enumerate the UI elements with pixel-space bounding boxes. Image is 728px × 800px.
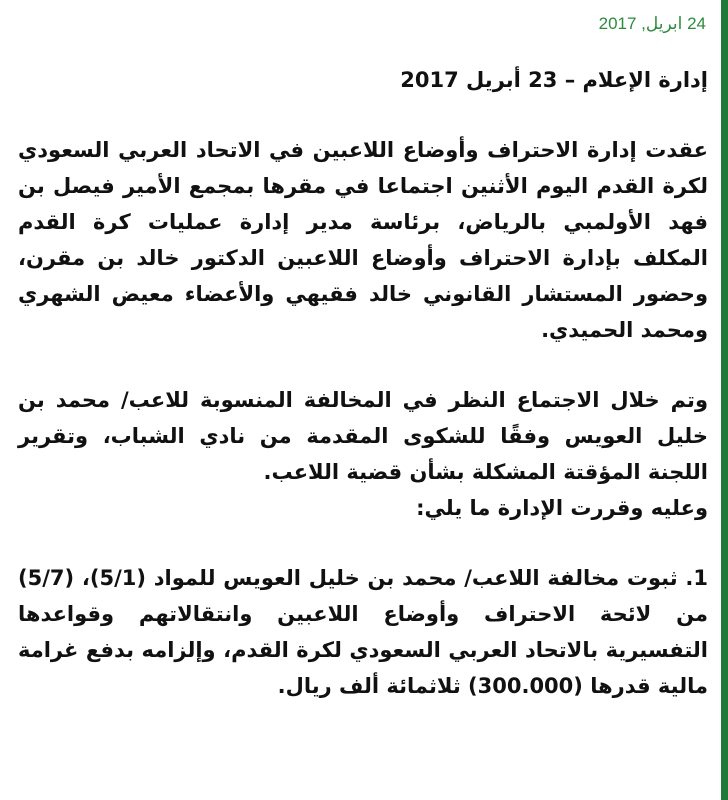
paragraph-decisions-intro: وعليه وقررت الإدارة ما يلي: xyxy=(416,496,708,520)
paragraph-violation-review: وتم خلال الاجتماع النظر في المخالفة المنسوبة للاعب/ محمد بن خليل العويس وفقًا للشكوى المقدمة من نادي الشباب، وتقرير اللجنة المؤقتة المشكلة بشأن قضية اللاعب. xyxy=(18,388,708,484)
paragraph-decision-1: 1. ثبوت مخالفة اللاعب/ محمد بن خليل العويس للمواد (5/1)، (5/7) من لائحة الاحتراف وأوضاع اللاعبين وانتقالاتهم وقواعدها التفسيرية بالاتحاد العربي السعودي لكرة القدم، وإلزامه بدفع غرامة مالية قدرها (300.000) ثلاثمائة ألف ريال. xyxy=(18,566,708,698)
paragraph-meeting: عقدت إدارة الاحتراف وأوضاع اللاعبين في الاتحاد العربي السعودي لكرة القدم اليوم الأثنين اجتماعا في مقرها بمجمع الأمير فيصل بن فهد الأولمبي بالرياض، برئاسة مدير إدارة عمليات كرة القدم المكلف بإدارة الاحتراف وأوضاع اللاعبين الدكتور خالد بن مقرن، وحضور المستشار القانوني خالد فقيهي والأعضاء معيض الشهري ومحمد الحميدي. xyxy=(18,138,708,342)
post-date: 24 ابريل, 2017 xyxy=(598,14,706,33)
article-heading: إدارة الإعلام – 23 أبريل 2017 xyxy=(400,68,708,92)
article-body xyxy=(18,62,708,738)
accent-side-bar xyxy=(721,0,728,800)
